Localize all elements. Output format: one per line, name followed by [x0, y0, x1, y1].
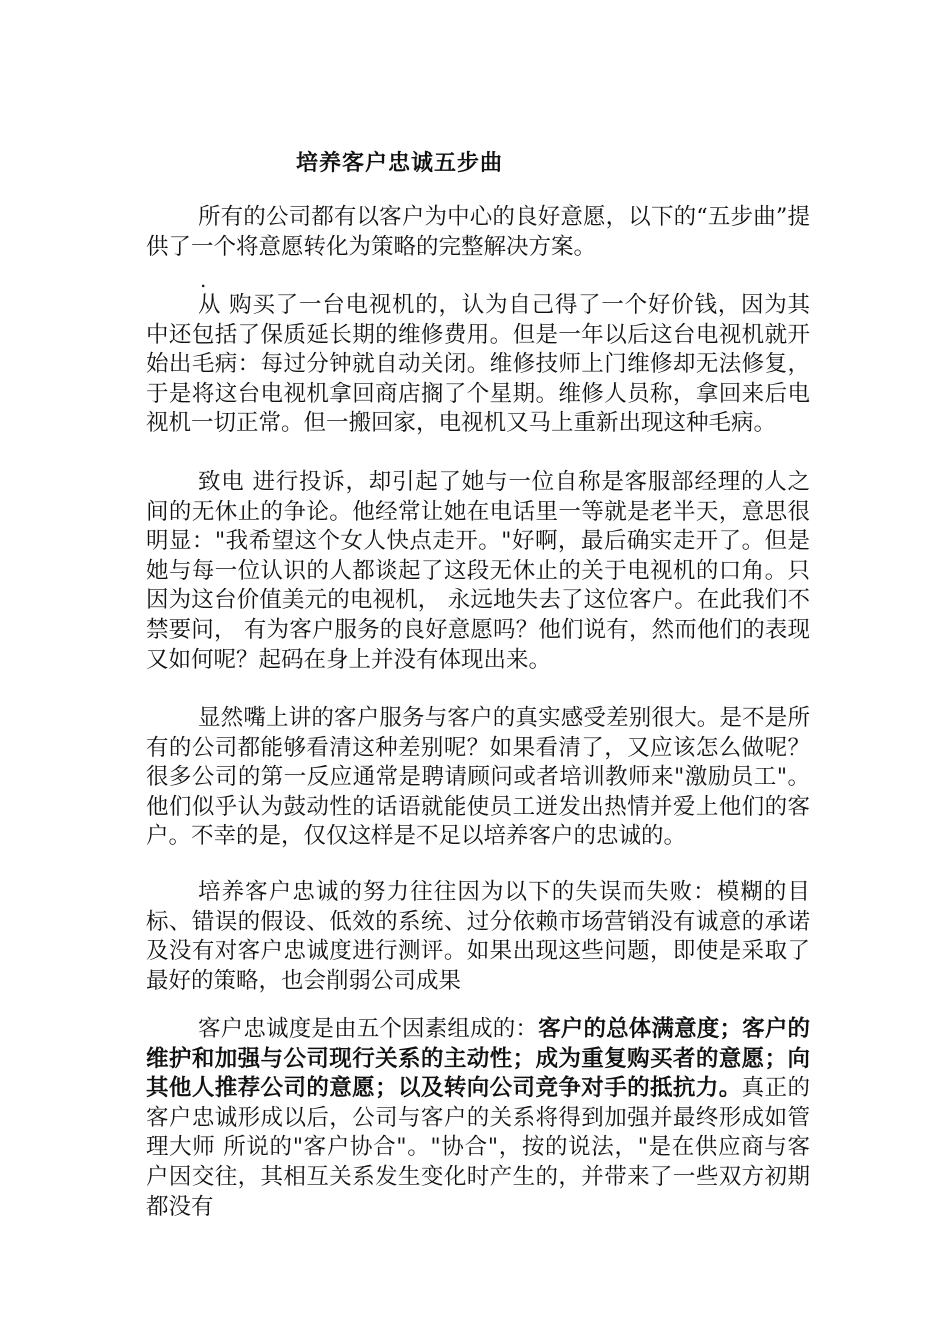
- paragraph-complaint: 致电 进行投诉，却引起了她与一位自称是客服部经理的人之间的无休止的争论。他经常让她在电话里一等就是老半天，意思很明显："我希望这个女人快点走开。"好啊，最后确实走开了。但是她与每一位认识的人都谈起了这段无休止的关于电视机的口角。只因为这台价值美元的电视机， 永远地失去了这位客户。在此我们不禁要问， 有为客户服务的良好意愿吗？他们说有，然而他们的表现又如何呢？起码在身上并没有体现出来。: [146, 469, 810, 673]
- paragraph-intro: 所有的公司都有以客户为中心的良好意愿，以下的“五步曲”提供了一个将意愿转化为策略的完整解决方案。: [146, 204, 810, 260]
- paragraph-tv-story: 从 购买了一台电视机的，认为自己得了一个好价钱，因为其中还包括了保质延长期的维修费用。但是一年以后这台电视机就开始出毛病：每过分钟就自动关闭。维修技师上门维修却无法修复，于是将这台电视机拿回商店搁了个星期。维修人员称，拿回来后电视机一切正常。但一搬回家，电视机又马上重新出现这种毛病。: [146, 292, 810, 437]
- paragraph-service-gap: 显然嘴上讲的客户服务与客户的真实感受差别很大。是不是所有的公司都能够看清这种差别呢？如果看清了，又应该怎么做呢？很多公司的第一反应通常是聘请顾问或者培训教师来"激励员工"。他们似乎认为鼓动性的话语就能使员工迸发出热情并爱上他们的客户。不幸的是，仅仅这样是不足以培养客户的忠诚的。: [146, 705, 810, 850]
- loyalty-factors-bold: 客户的总体满意度；客户的维护和加强与公司现行关系的主动性；成为重复购买者的意愿；向其他人推荐公司的意愿；以及转向公司竞争对手的抵抗力。: [146, 1016, 810, 1102]
- paragraph-loyalty-factors: [146, 1015, 810, 1222]
- loyalty-continuation-text: 真正的客户忠诚形成以后，公司与客户的关系将得到加强并最终形成如管理大师 所说的"客户协合"。"协合"，按的说法，"是在供应商与客户因交往，其相互关系发生变化时产生的，并带来了一些双方初期都没有: [146, 1075, 810, 1220]
- loyalty-intro-text: 客户忠诚度是由五个因素组成的：: [198, 1016, 539, 1042]
- document-title: 培养客户忠诚五步曲: [296, 150, 504, 176]
- paragraph-failures: 培养客户忠诚的努力往往因为以下的失误而失败：模糊的目标、错误的假设、低效的系统、过分依赖市场营销没有诚意的承诺及没有对客户忠诚度进行测评。如果出现这些问题，即使是采取了最好的策略，也会削弱公司成果: [146, 879, 810, 994]
- stray-dot: .: [200, 268, 207, 292]
